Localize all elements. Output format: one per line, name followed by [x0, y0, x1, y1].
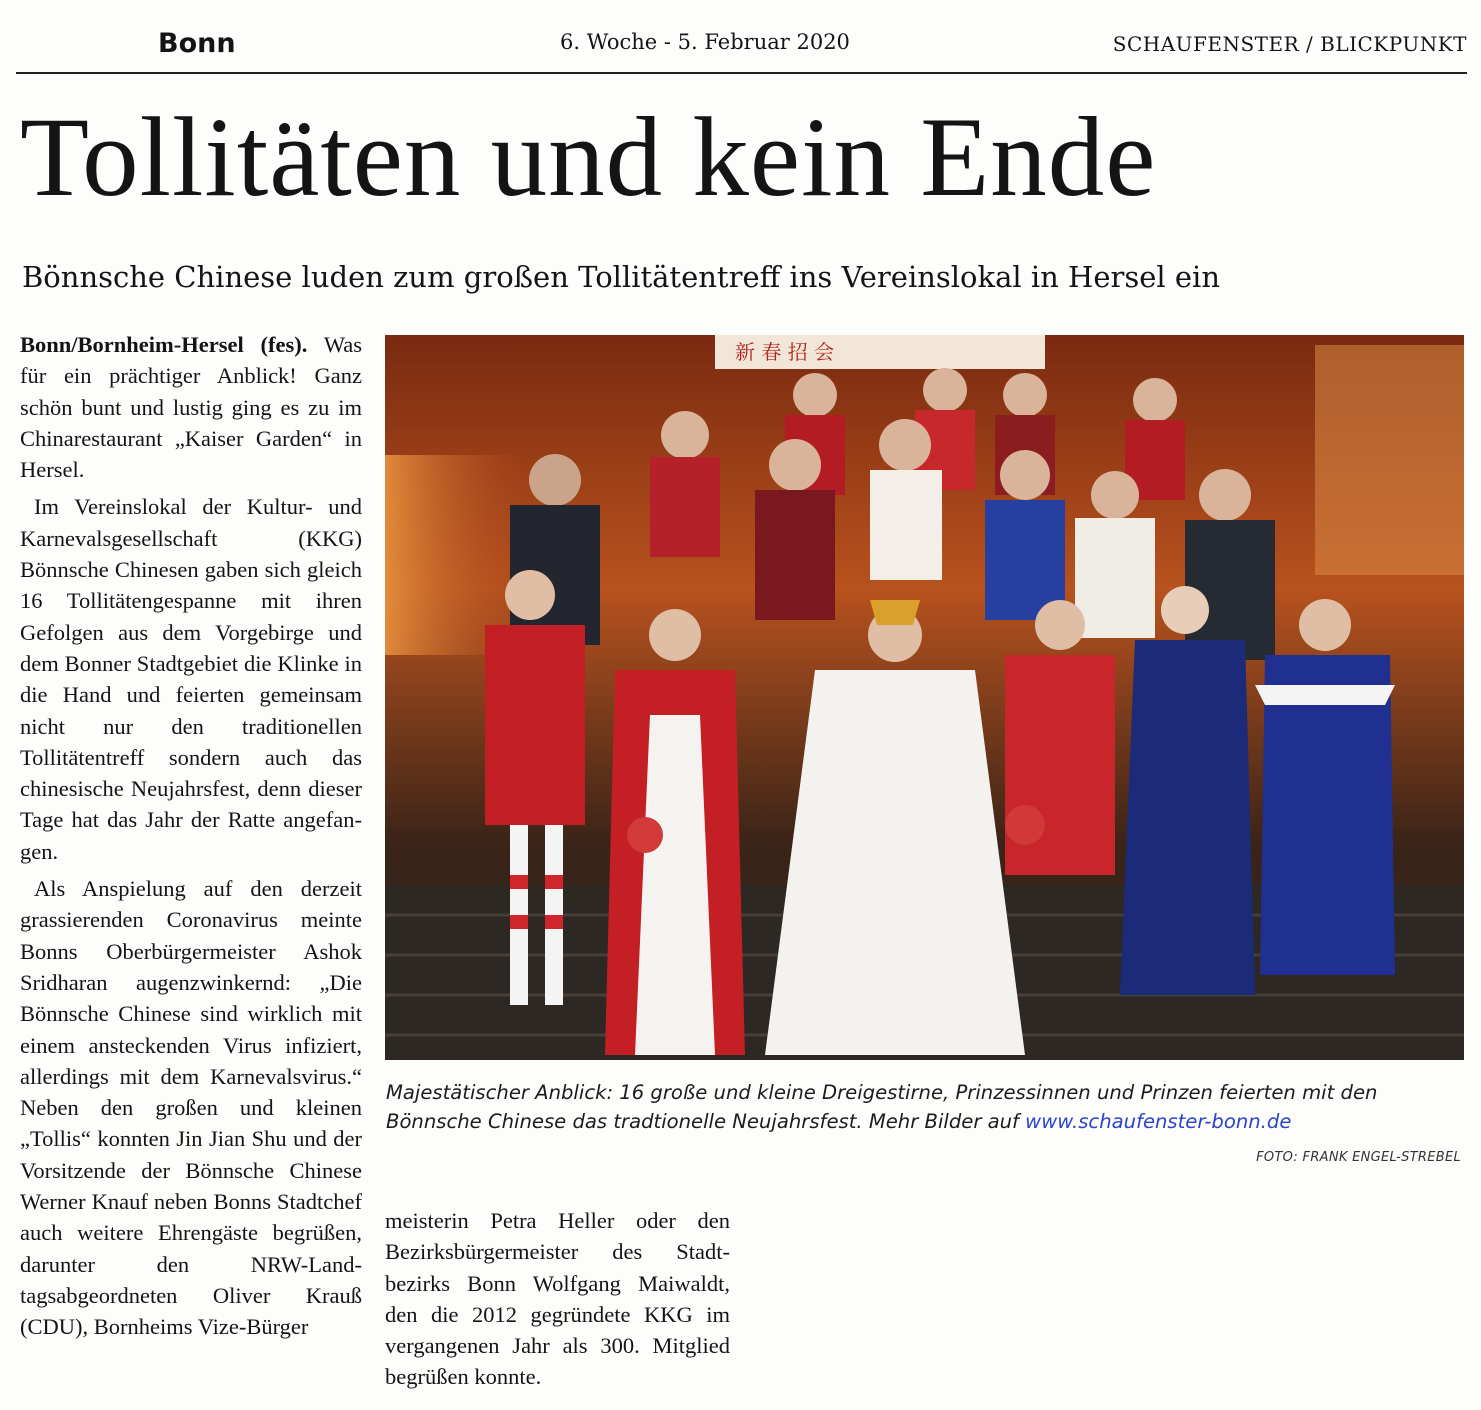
photo-caption: [386, 1078, 1464, 1136]
section-name: Bonn: [158, 28, 236, 59]
paragraph-3: Als Anspielung auf den derzeit grassierenden Coronavirus meinte Bonns Oberbürgermeister Ashok Sridharan augenzwinkernd: „Die Bönnsche Chinese sind wirklich mit einem ansteckenden Virus infiziert, allerdings mit dem Karnevalsvirus.“ Neben den großen und kleinen „Tollis“ konnten Jin Jian Shu und der Vorsitzende der Bönnsche Chinese Werner Knauf neben Bonns Stadtchef auch weitere Ehrengäste begrüßen, darunter den NRW-Landtagsabgeordneten Oliver Krauß (CDU), Bornheims Vize-Bürger: [20, 876, 362, 1340]
page-header: [0, 26, 1481, 74]
banner-text: 新 春 招 会: [735, 340, 835, 364]
paragraph-1: [20, 329, 362, 485]
paragraph-1-text: Was für ein prächtiger Anblick! Ganz schön bunt und lustig ging es zu im Chinarestaurant „Kaiser Garden“ in Hersel.: [20, 332, 362, 483]
caption-text: Majestätischer Anblick: 16 große und kleine Dreigestirne, Prinzessinnen und Prinzen feierten mit den Bönnsche Chinese das tradtionelle Neujahrsfest. Mehr Bilder auf: [386, 1081, 1378, 1133]
group-photo: [385, 335, 1464, 1060]
subheadline: Bönnsche Chinese luden zum großen Tollitätentreff ins Vereinslokal in Hersel ein: [22, 260, 1221, 294]
caption-link[interactable]: www.schaufenster-bonn.de: [1025, 1110, 1292, 1133]
headline: Tollitäten und kein Ende: [20, 95, 1157, 220]
article-column-1: [20, 329, 362, 1349]
dateline: Bonn/Bornheim-Hersel (fes).: [20, 332, 308, 357]
paragraph-3-continued: meisterin Petra Heller oder den Bezirksbürgermeister des Stadtbezirks Bonn Wolfgang Maiwaldt, den die 2012 gegründete KKG im vergangenen Jahr als 300. Mitglied begrüßen konnte.: [385, 1208, 730, 1390]
article-column-2: [385, 1205, 730, 1399]
header-rule: [16, 72, 1467, 74]
photo-credit: FOTO: FRANK ENGEL-STREBEL: [1256, 1150, 1461, 1165]
issue-date: 6. Woche - 5. Februar 2020: [560, 30, 850, 54]
paragraph-2: Im Vereinslokal der Kultur- und Karnevalsgesellschaft (KKG) Bönnsche Chinesen gaben sich gleich 16 Tollitätengespanne mit ihren Gefolgen aus dem Vorgebirge und dem Bonner Stadtgebiet die Klinke in die Hand und feierten gemeinsam nicht nur den traditionellen Tollitätentreff sondern auch das chinesische Neujahrsfest, denn dieser Tage hat das Jahr der Ratte angefangen.: [20, 494, 362, 864]
department-name: SCHAUFENSTER / BLICKPUNKT: [1112, 32, 1467, 56]
group-photo-illustration: [385, 335, 1464, 1060]
